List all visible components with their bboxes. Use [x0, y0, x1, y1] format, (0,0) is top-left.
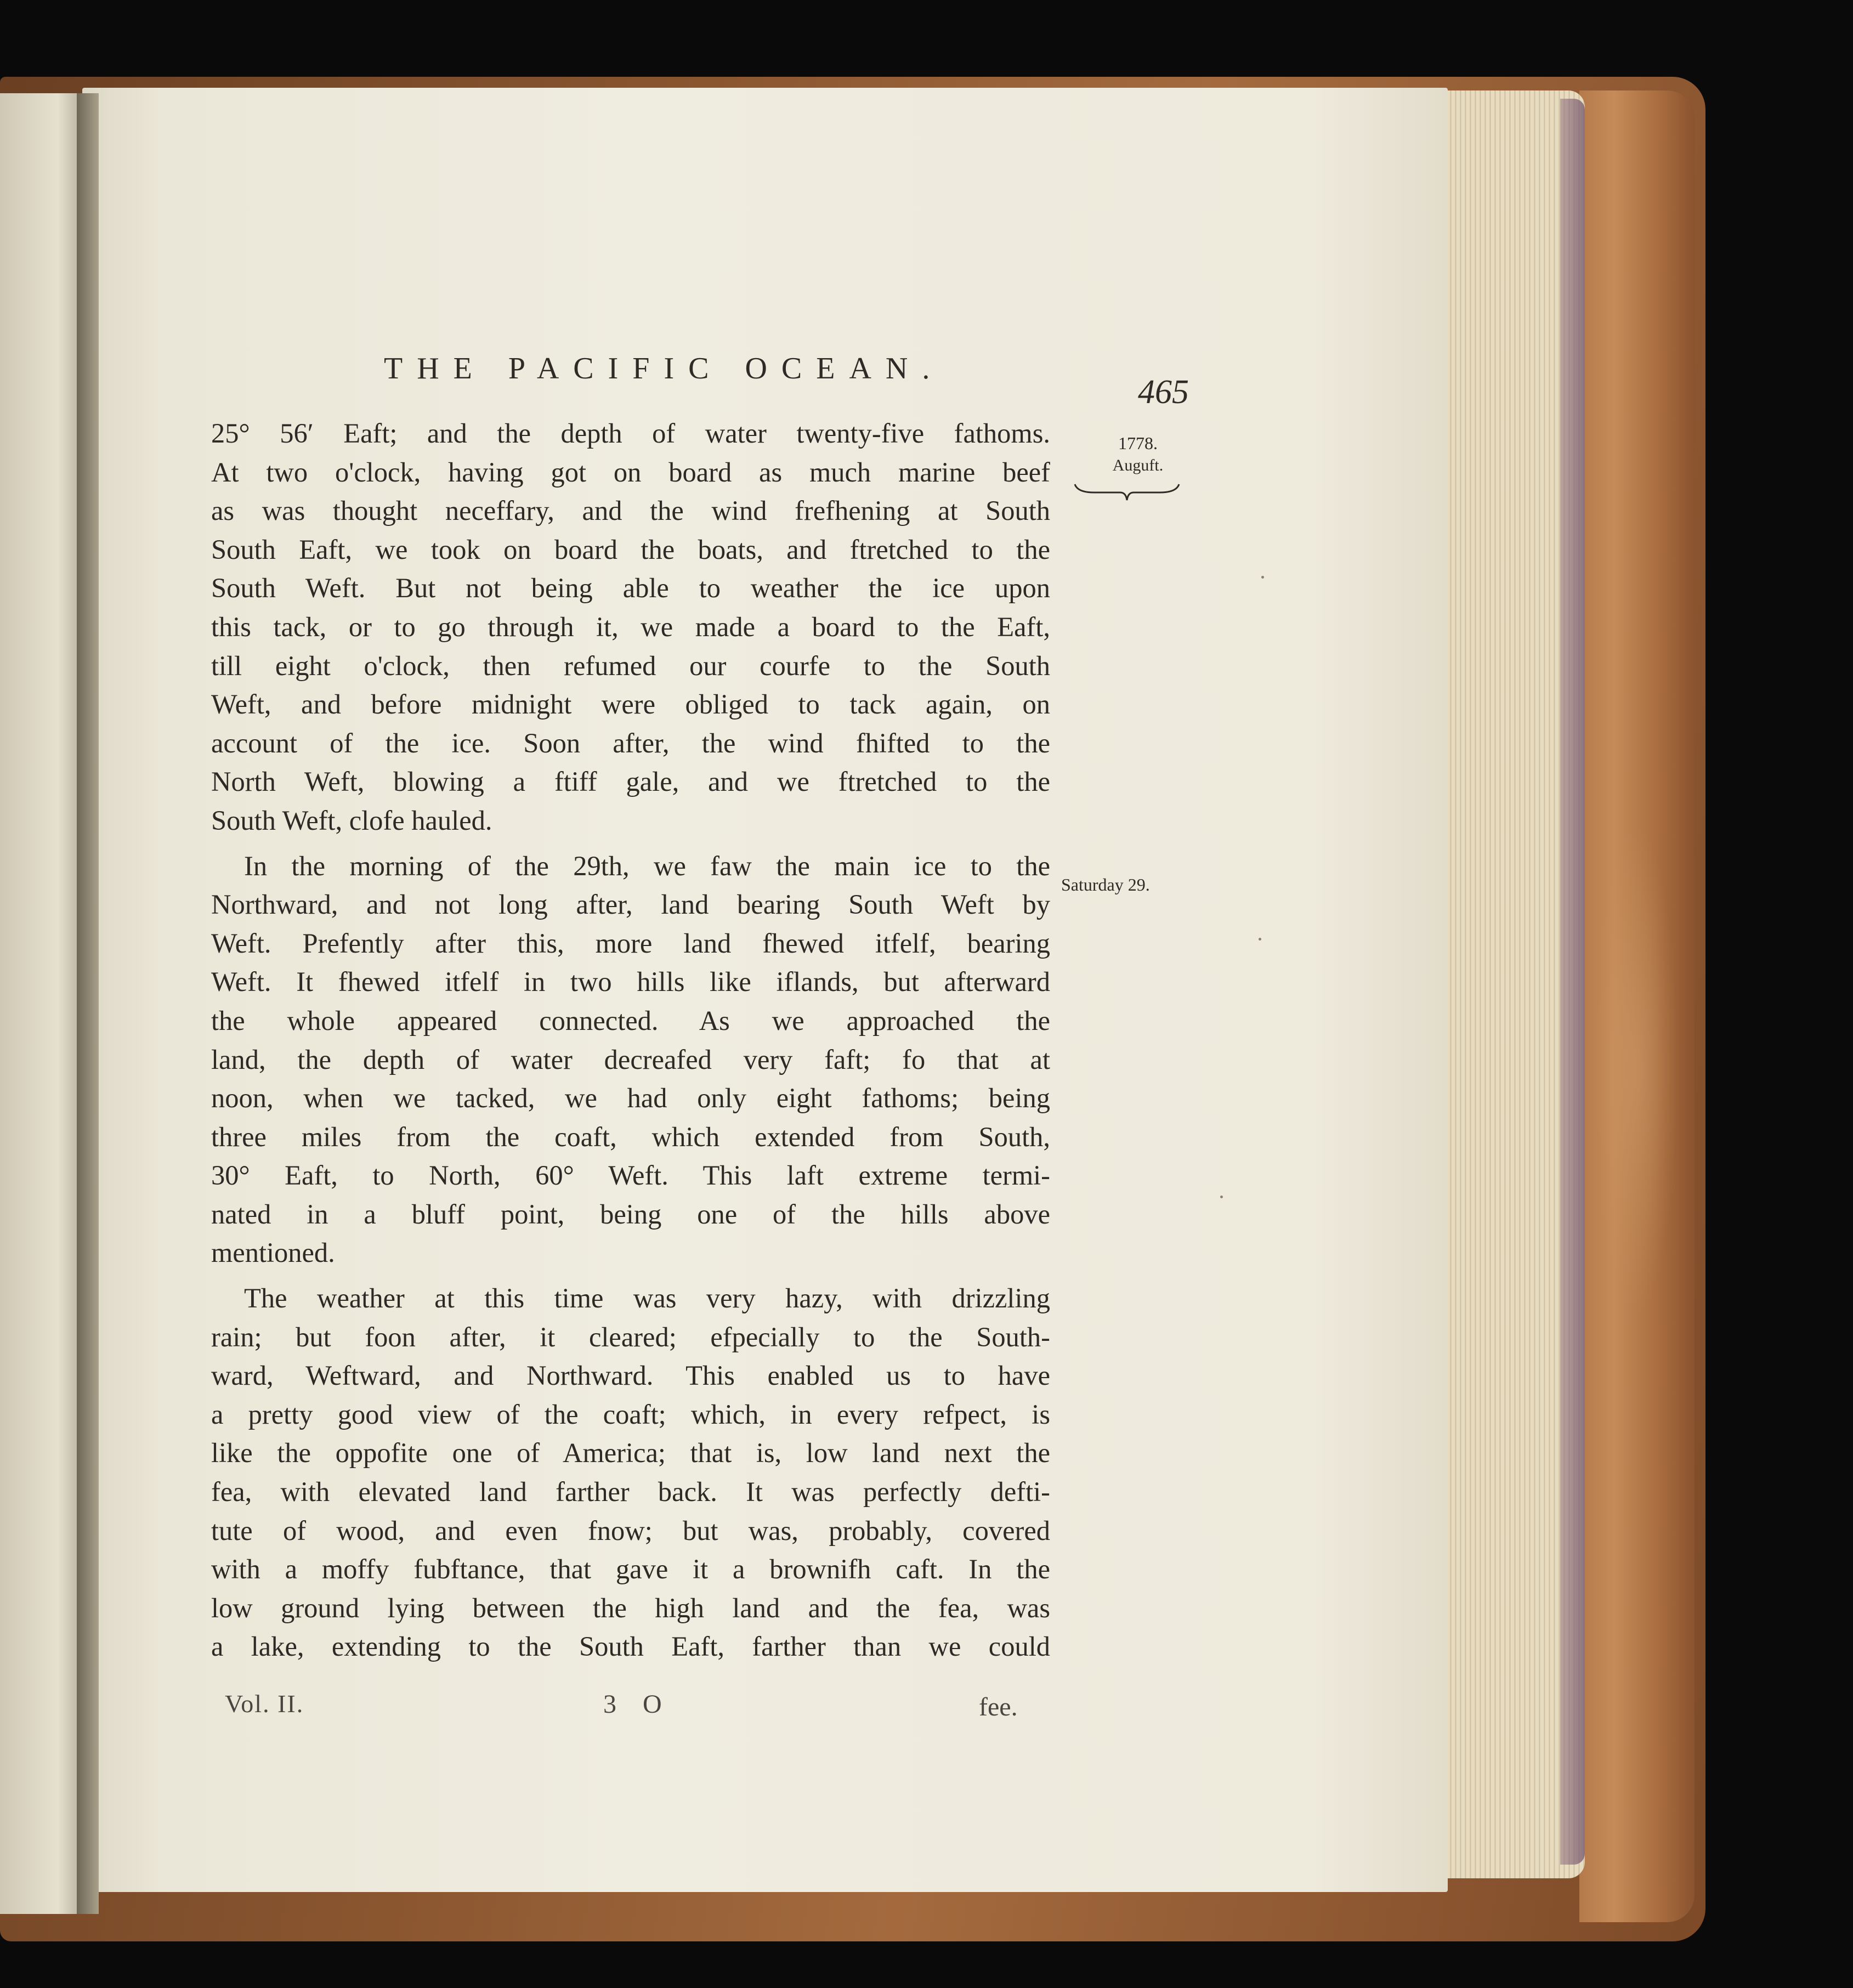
text-line: fea, with elevated land farther back. It was perfectly defti- [211, 1476, 1050, 1508]
text-line: ward, Weftward, and Northward. This enabled us to have [211, 1360, 1050, 1391]
text-line: till eight o'clock, then refumed our courfe to the South [211, 650, 1050, 681]
paper-speck [1259, 938, 1261, 941]
paper-speck [1220, 1196, 1223, 1198]
facing-page-sliver [0, 93, 82, 1914]
volume-mark: Vol. II. [225, 1690, 304, 1718]
text-line: as was thought neceffary, and the wind frefhening at South [211, 495, 1050, 526]
text-line: Weft. It fhewed itfelf in two hills like iflands, but afterward [211, 966, 1050, 998]
margin-month: Auguft. [1112, 456, 1164, 474]
paper-speck [1261, 576, 1264, 579]
text-line: Weft, and before midnight were obliged to tack again, on [211, 689, 1050, 720]
text-line: In the morning of the 29th, we faw the main ice to the [244, 850, 1050, 881]
text-line: tute of wood, and even fnow; but was, probably, covered [211, 1515, 1050, 1546]
gutter-shadow [77, 93, 99, 1914]
text-line: low ground lying between the high land and the fea, was [211, 1592, 1050, 1623]
text-line: this tack, or to go through it, we made a board to the Eaft, [211, 611, 1050, 642]
catchword: fee. [979, 1692, 1018, 1721]
marbled-edge [1560, 99, 1585, 1865]
text-line: Northward, and not long after, land bearing South Weft by [211, 889, 1050, 920]
text-line: noon, when we tacked, we had only eight fathoms; being [211, 1083, 1050, 1114]
text-line: 25° 56′ Eaft; and the depth of water twenty-five fathoms. [211, 418, 1050, 449]
text-line: land, the depth of water decreafed very faft; fo that at [211, 1044, 1050, 1075]
text-line: 30° Eaft, to North, 60° Weft. This laft extreme termi- [211, 1160, 1050, 1191]
text-line: three miles from the coaft, which extended from South, [211, 1121, 1050, 1152]
text-line: a lake, extending to the South Eaft, farther than we could [211, 1631, 1050, 1662]
signature-mark: 3 O [603, 1690, 672, 1719]
text-line: account of the ice. Soon after, the wind fhifted to the [211, 727, 1050, 758]
brace-icon [1072, 482, 1182, 503]
text-line: mentioned. [211, 1237, 335, 1268]
text-line: South Eaft, we took on board the boats, and ftretched to the [211, 534, 1050, 565]
text-line: nated in a bluff point, being one of the hills above [211, 1198, 1050, 1230]
text-line: South Weft. But not being able to weather the ice upon [211, 573, 1050, 604]
text-line: rain; but foon after, it cleared; efpecially to the South- [211, 1321, 1050, 1352]
page-number: 465 [1138, 373, 1189, 411]
margin-year: 1778. [1118, 433, 1158, 453]
cover-wear-mark [1596, 823, 1678, 1316]
paragraph-2 [211, 847, 1050, 1273]
paragraph-1 [211, 414, 1050, 840]
text-line: North Weft, blowing a ftiff gale, and we ftretched to the [211, 766, 1050, 797]
margin-date-note: Saturday 29. [1061, 875, 1150, 894]
paragraph-3 [211, 1279, 1050, 1666]
text-line: The weather at this time was very hazy, with drizzling [244, 1283, 1050, 1314]
text-line: like the oppofite one of America; that is, low land next the [211, 1437, 1050, 1469]
running-head: THE PACIFIC OCEAN. [384, 352, 944, 386]
text-line: a pretty good view of the coaft; which, in every refpect, is [211, 1398, 1050, 1430]
text-line: the whole appeared connected. As we approached the [211, 1005, 1050, 1036]
text-line: At two o'clock, having got on board as much marine beef [211, 456, 1050, 488]
text-line: with a moffy fubftance, that gave it a brownifh caft. In the [211, 1554, 1050, 1585]
text-line: South Weft, clofe hauled. [211, 805, 492, 836]
text-line: Weft. Prefently after this, more land fhewed itfelf, bearing [211, 927, 1050, 959]
body-text [211, 414, 1050, 1666]
